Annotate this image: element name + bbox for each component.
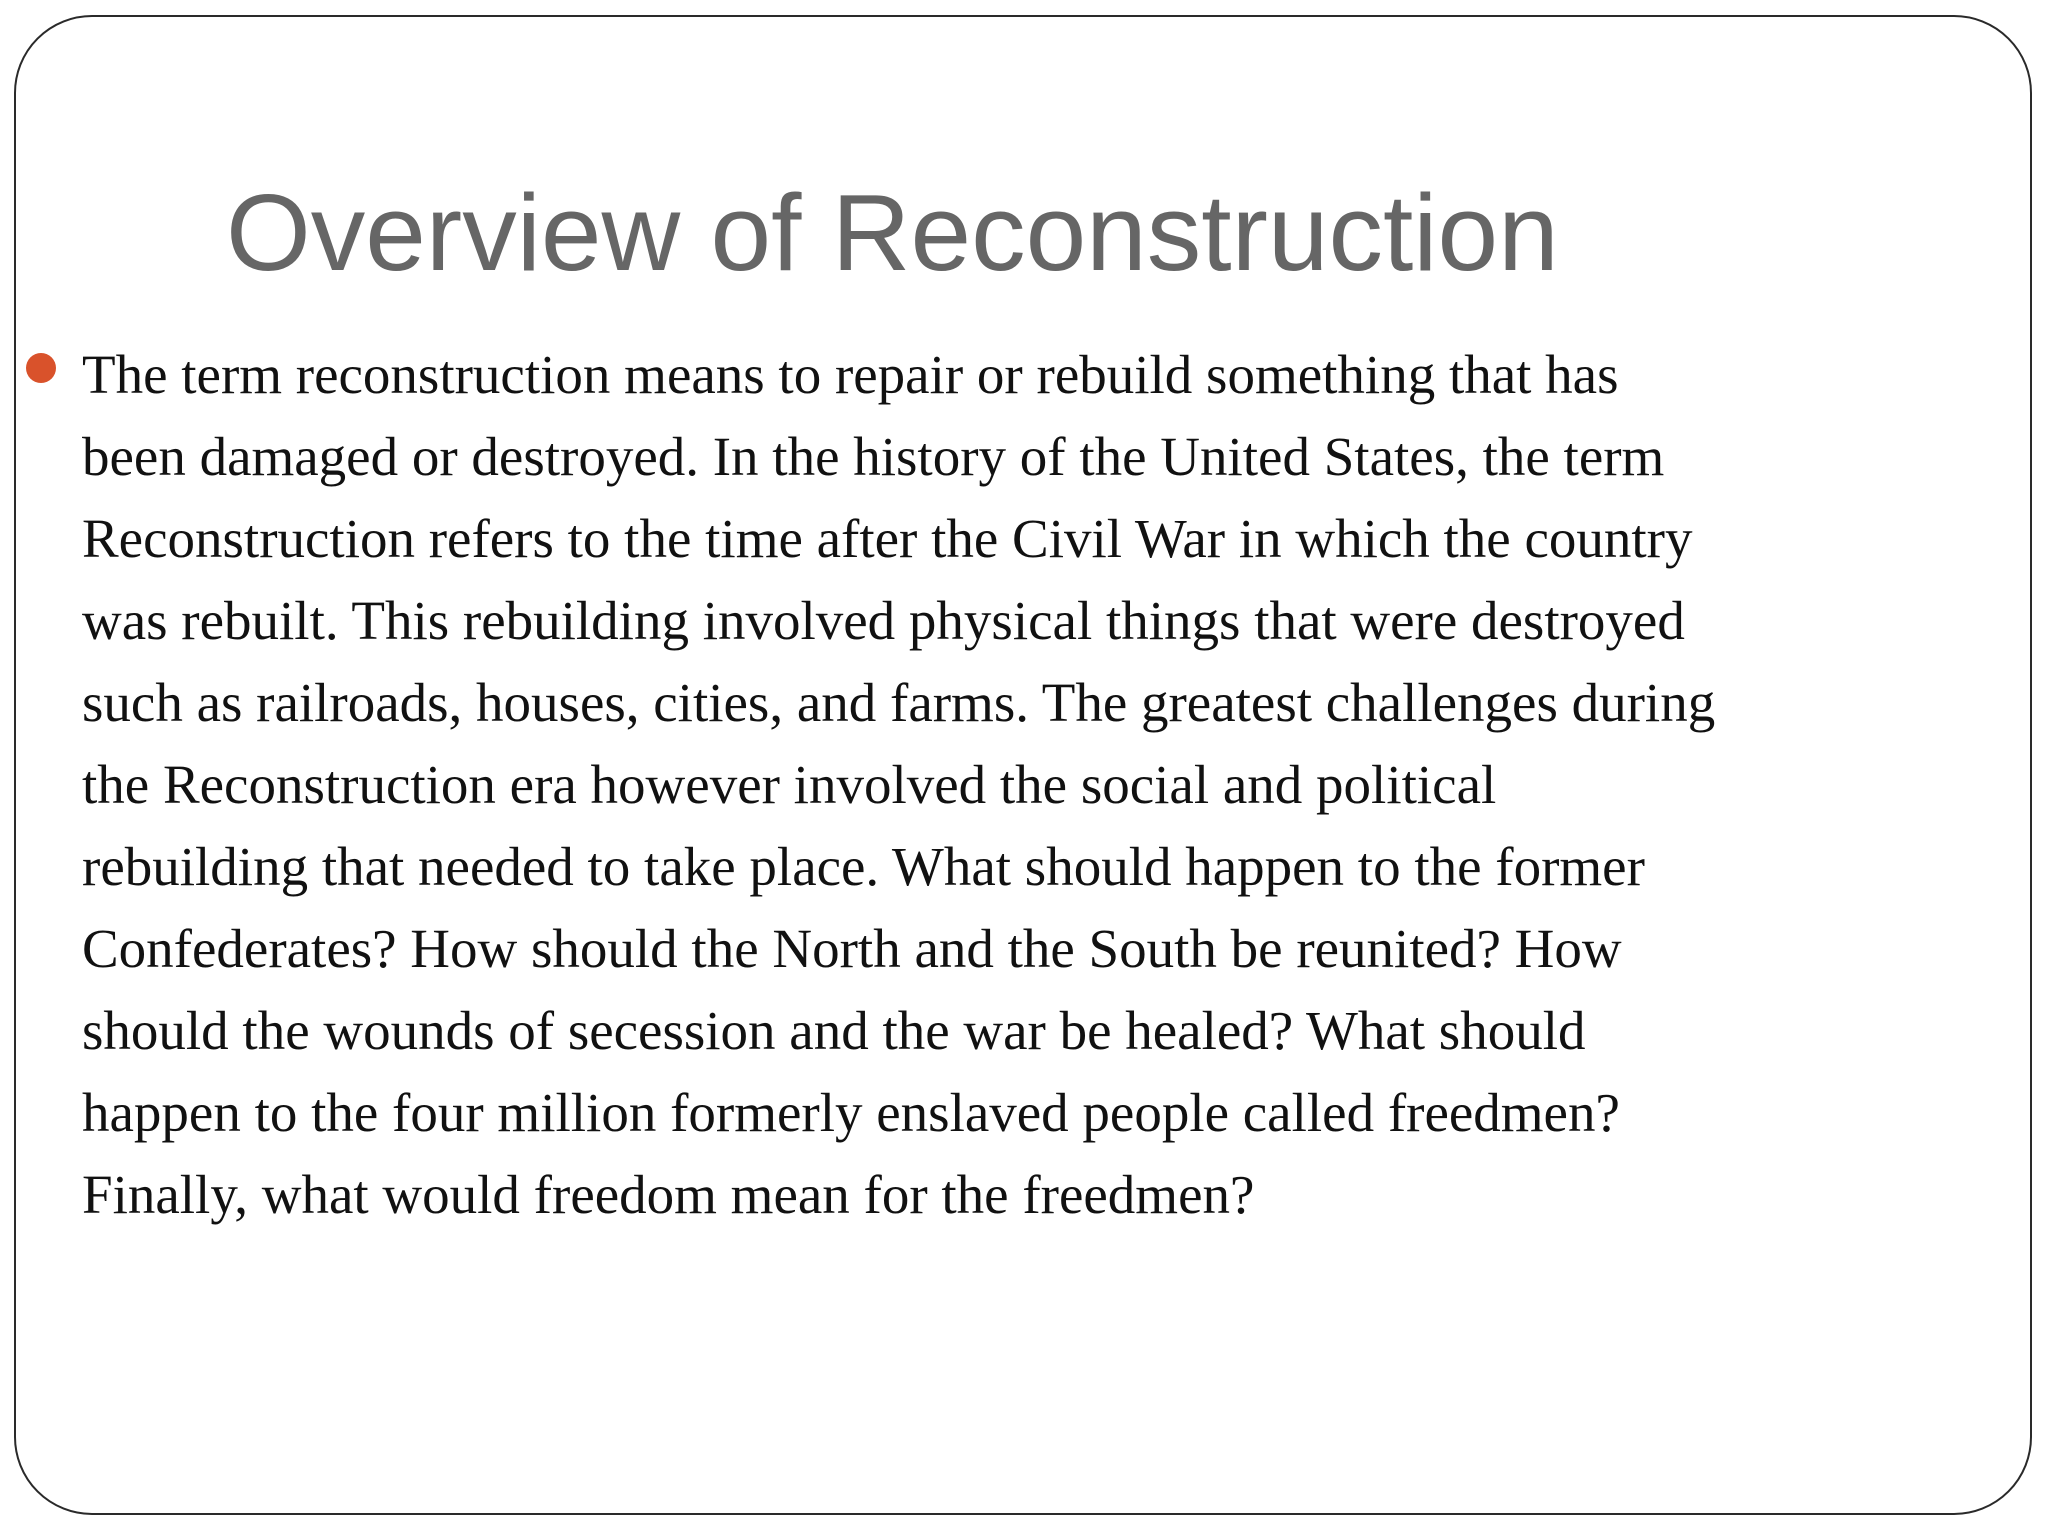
slide-title: Overview of Reconstruction bbox=[226, 172, 1559, 294]
paragraph-line: rebuilding that needed to take place. What should happen to the former bbox=[82, 836, 1645, 897]
paragraph-line: Reconstruction refers to the time after the Civil War in which the country bbox=[82, 508, 1693, 569]
paragraph-line: Confederates? How should the North and the South be reunited? How bbox=[82, 918, 1622, 979]
paragraph-line: such as railroads, houses, cities, and farms. The greatest challenges during bbox=[82, 672, 1716, 733]
paragraph-line: the Reconstruction era however involved the social and political bbox=[82, 754, 1497, 815]
paragraph-line: happen to the four million formerly enslaved people called freedmen? bbox=[82, 1082, 1620, 1143]
paragraph-line: was rebuilt. This rebuilding involved physical things that were destroyed bbox=[82, 590, 1685, 651]
paragraph-line: The term reconstruction means to repair or rebuild something that has bbox=[82, 344, 1619, 405]
bullet-dot-icon bbox=[26, 353, 56, 383]
paragraph-line: been damaged or destroyed. In the history of the United States, the term bbox=[82, 426, 1665, 487]
paragraph-line: Finally, what would freedom mean for the freedmen? bbox=[82, 1164, 1255, 1225]
paragraph-line: should the wounds of secession and the war be healed? What should bbox=[82, 1000, 1586, 1061]
bullet-paragraph bbox=[82, 334, 1972, 1236]
